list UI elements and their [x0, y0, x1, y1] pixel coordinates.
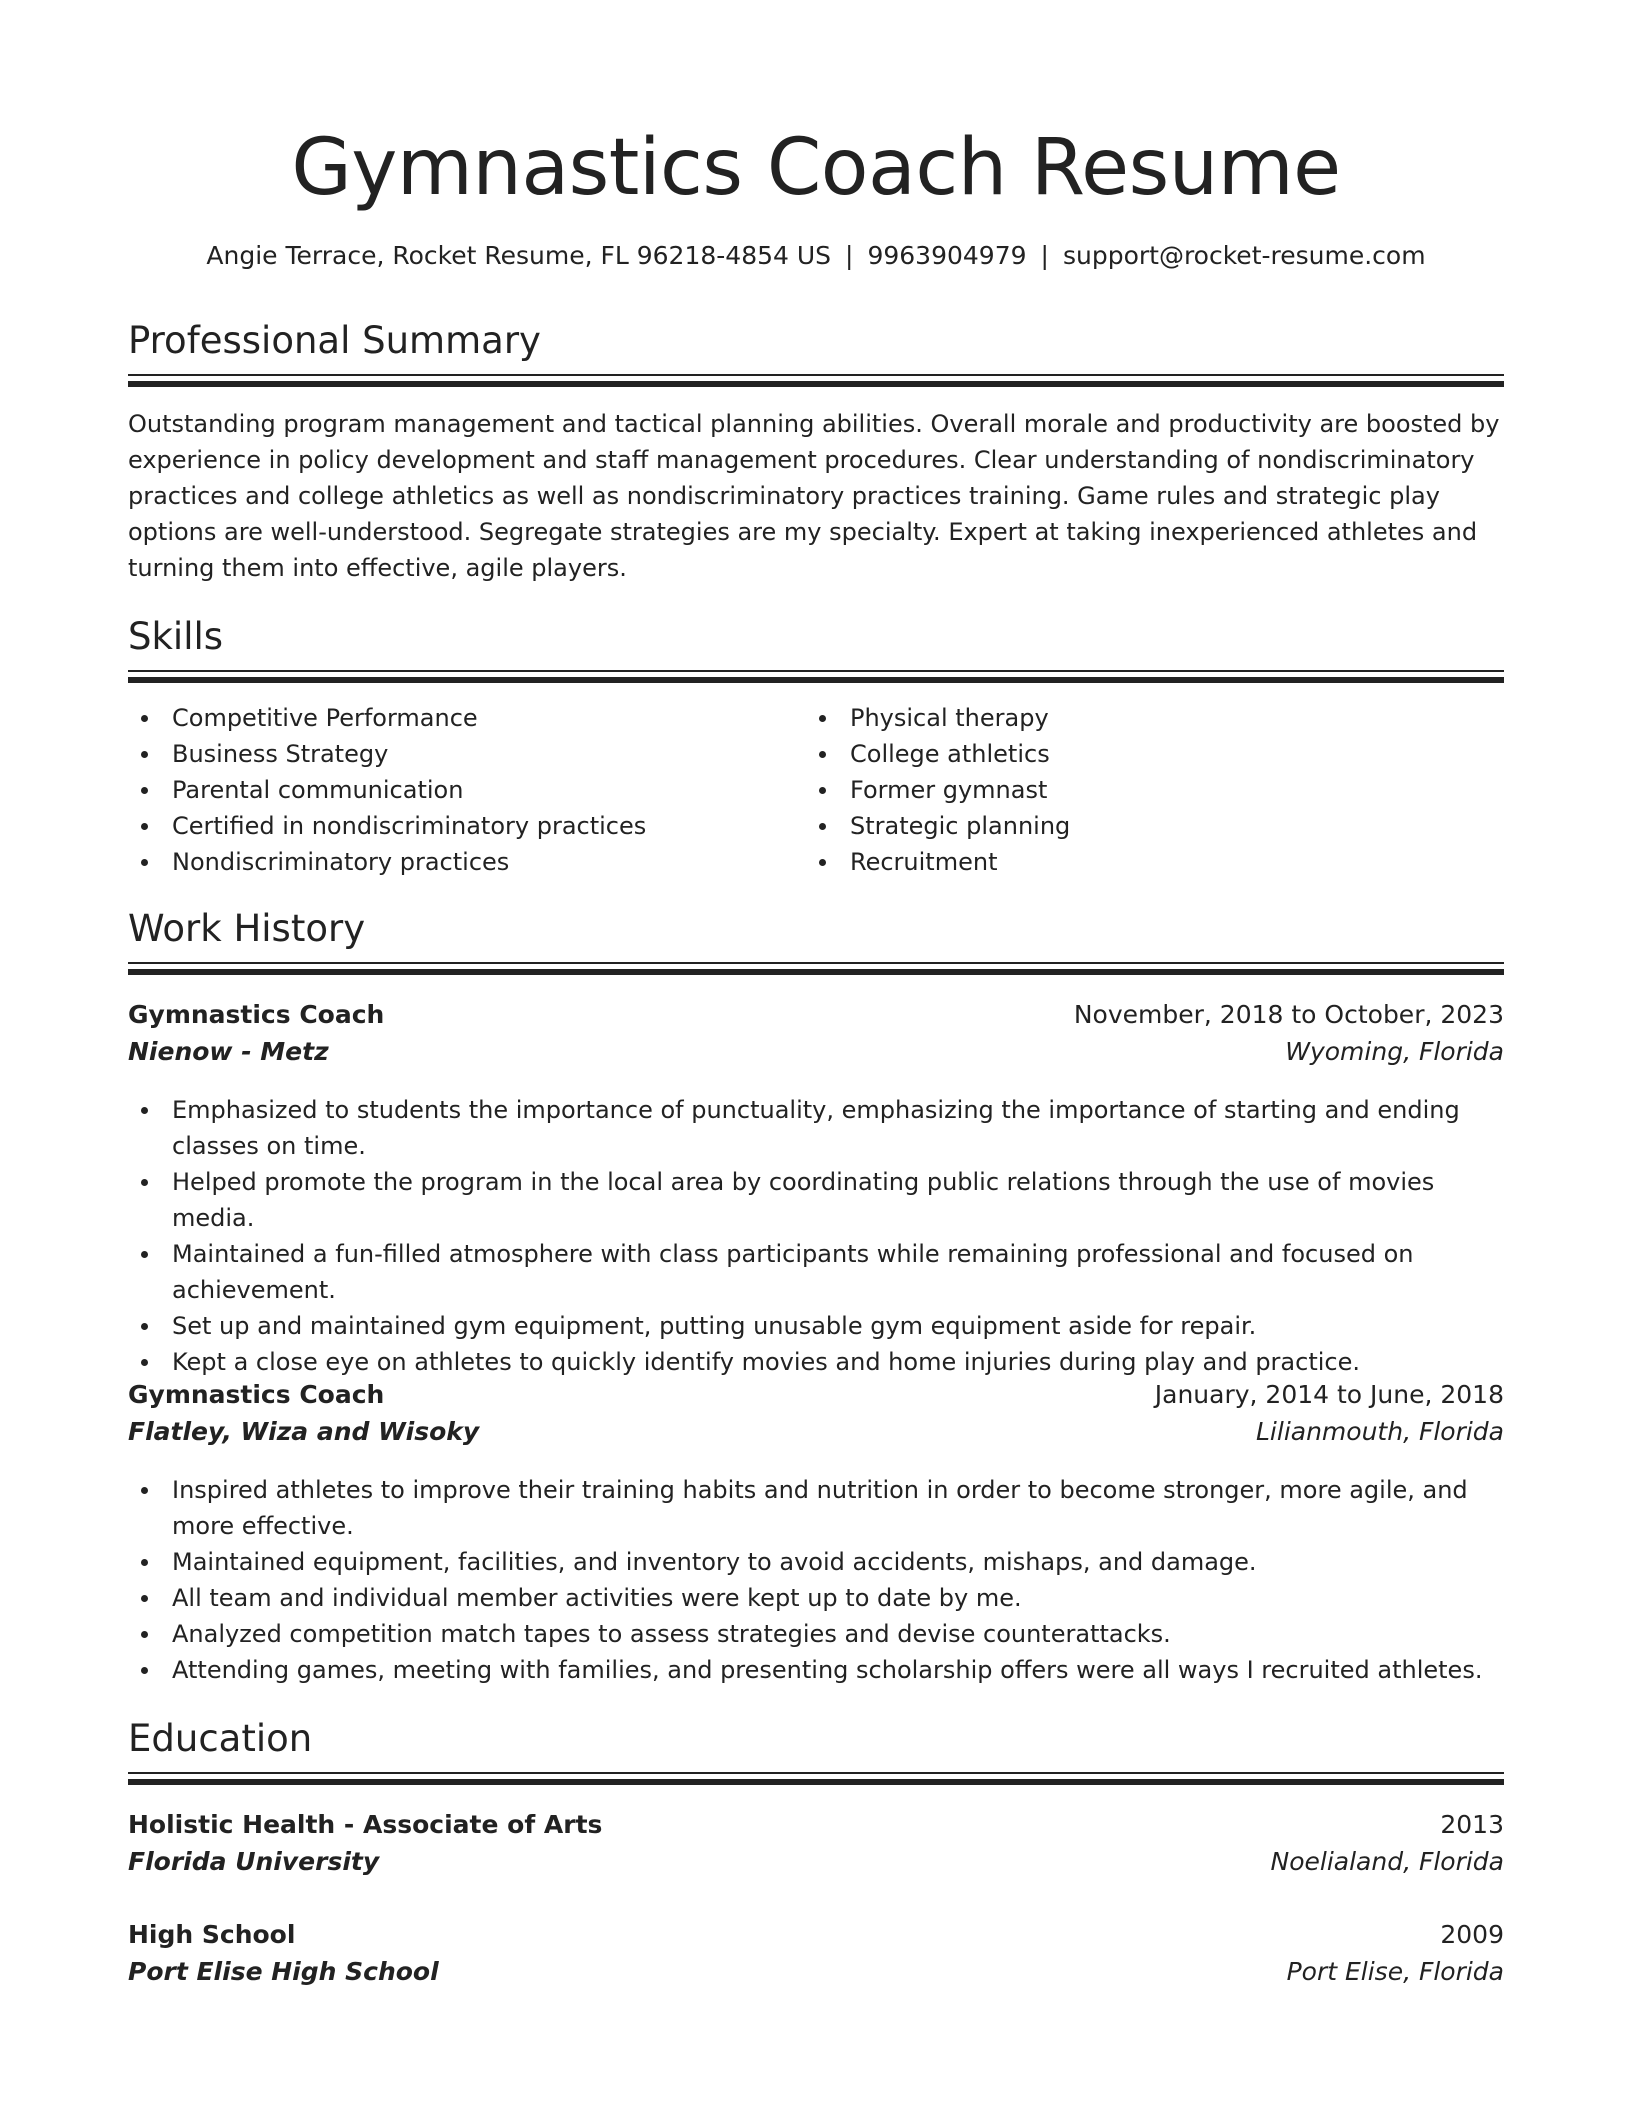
bullet-icon [819, 751, 826, 758]
bullet-icon [141, 859, 148, 866]
bullet-icon [141, 787, 148, 794]
bullet-icon [141, 1667, 148, 1674]
bullet-icon [141, 1107, 148, 1114]
contact-line [128, 240, 1504, 272]
job-duty-item: Helped promote the program in the local area by coordinating public relations through the use of movies media. [128, 1164, 1504, 1236]
job-duty-item: All team and individual member activities were kept up to date by me. [128, 1580, 1504, 1616]
education-degree: Holistic Health - Associate of Arts [128, 1810, 603, 1839]
section-divider [128, 374, 1504, 376]
skill-item: Competitive Performance [128, 700, 808, 736]
contact-separator: | [845, 241, 854, 270]
education-location: Port Elise, Florida [1286, 1957, 1504, 1986]
bullet-icon [141, 1595, 148, 1602]
section-heading-education: Education [128, 1717, 313, 1760]
section-divider [128, 381, 1504, 387]
skill-item: College athletics [806, 736, 1486, 772]
job-duty-item: Maintained a fun-filled atmosphere with class participants while remaining professional and focused on achievement. [128, 1236, 1504, 1308]
job-location: Wyoming, Florida [1285, 1037, 1504, 1066]
job-dates: January, 2014 to June, 2018 [1154, 1380, 1504, 1409]
bullet-icon [141, 1359, 148, 1366]
section-divider [128, 677, 1504, 683]
job-duty-item: Inspired athletes to improve their training habits and nutrition in order to become stronger, more agile, and more effective. [128, 1472, 1504, 1544]
job-duty-item: Maintained equipment, facilities, and inventory to avoid accidents, mishaps, and damage. [128, 1544, 1504, 1580]
job-duty-item: Emphasized to students the importance of punctuality, emphasizing the importance of starting and ending classes on time. [128, 1092, 1504, 1164]
contact-separator: | [1040, 241, 1049, 270]
job-dates: November, 2018 to October, 2023 [1073, 1000, 1504, 1029]
skill-item: Physical therapy [806, 700, 1486, 736]
section-heading-summary: Professional Summary [128, 319, 541, 362]
job-duty-item: Set up and maintained gym equipment, putting unusable gym equipment aside for repair. [128, 1308, 1504, 1344]
section-heading-work-history: Work History [128, 907, 366, 950]
skill-item: Nondiscriminatory practices [128, 844, 808, 880]
section-divider [128, 1779, 1504, 1785]
skill-item: Certified in nondiscriminatory practices [128, 808, 808, 844]
bullet-icon [819, 715, 826, 722]
job-title: Gymnastics Coach [128, 1000, 385, 1029]
education-year: 2013 [1440, 1810, 1504, 1839]
bullet-icon [141, 1559, 148, 1566]
skills-list-right [806, 700, 1486, 880]
education-school: Florida University [128, 1847, 380, 1876]
bullet-icon [141, 1323, 148, 1330]
contact-email: support@rocket-resume.com [1062, 241, 1426, 270]
section-divider [128, 962, 1504, 964]
skill-item: Parental communication [128, 772, 808, 808]
resume-title: Gymnastics Coach Resume [291, 123, 1341, 213]
contact-phone: 9963904979 [867, 241, 1027, 270]
job-location: Lilianmouth, Florida [1256, 1417, 1504, 1446]
job-duties-list [128, 1092, 1504, 1380]
skill-item: Former gymnast [806, 772, 1486, 808]
job-company: Flatley, Wiza and Wisoky [128, 1417, 480, 1446]
job-duties-list [128, 1472, 1504, 1688]
skill-item: Business Strategy [128, 736, 808, 772]
bullet-icon [141, 1487, 148, 1494]
skills-list-left [128, 700, 808, 880]
job-company: Nienow - Metz [128, 1037, 329, 1066]
bullet-icon [141, 1179, 148, 1186]
section-divider [128, 969, 1504, 975]
job-duty-item: Kept a close eye on athletes to quickly identify movies and home injuries during play and practice. [128, 1344, 1504, 1380]
job-duty-item: Analyzed competition match tapes to assess strategies and devise counterattacks. [128, 1616, 1504, 1652]
section-divider [128, 670, 1504, 672]
education-school: Port Elise High School [128, 1957, 439, 1986]
section-divider [128, 1772, 1504, 1774]
contact-address: Angie Terrace, Rocket Resume, FL 96218-4854 US [206, 241, 832, 270]
bullet-icon [819, 787, 826, 794]
summary-text: Outstanding program management and tactical planning abilities. Overall morale and productivity are boosted by experience in policy development and staff management procedures. Clear understanding of nondiscriminatory practices and college athletics as well as nondiscriminatory practices training. Game rules and strategic play options are well-understood. Segregate strategies are my specialty. Expert at taking inexperienced athletes and turning them into effective, agile players. [128, 410, 1500, 582]
skill-item: Strategic planning [806, 808, 1486, 844]
bullet-icon [141, 1631, 148, 1638]
bullet-icon [819, 823, 826, 830]
job-title: Gymnastics Coach [128, 1380, 385, 1409]
section-heading-skills: Skills [128, 615, 224, 658]
education-degree: High School [128, 1920, 296, 1949]
bullet-icon [819, 859, 826, 866]
bullet-icon [141, 1251, 148, 1258]
education-location: Noelialand, Florida [1270, 1847, 1504, 1876]
job-duty-item: Attending games, meeting with families, and presenting scholarship offers were all ways I recruited athletes. [128, 1652, 1504, 1688]
bullet-icon [141, 751, 148, 758]
education-year: 2009 [1440, 1920, 1504, 1949]
bullet-icon [141, 715, 148, 722]
skill-item: Recruitment [806, 844, 1486, 880]
bullet-icon [141, 823, 148, 830]
